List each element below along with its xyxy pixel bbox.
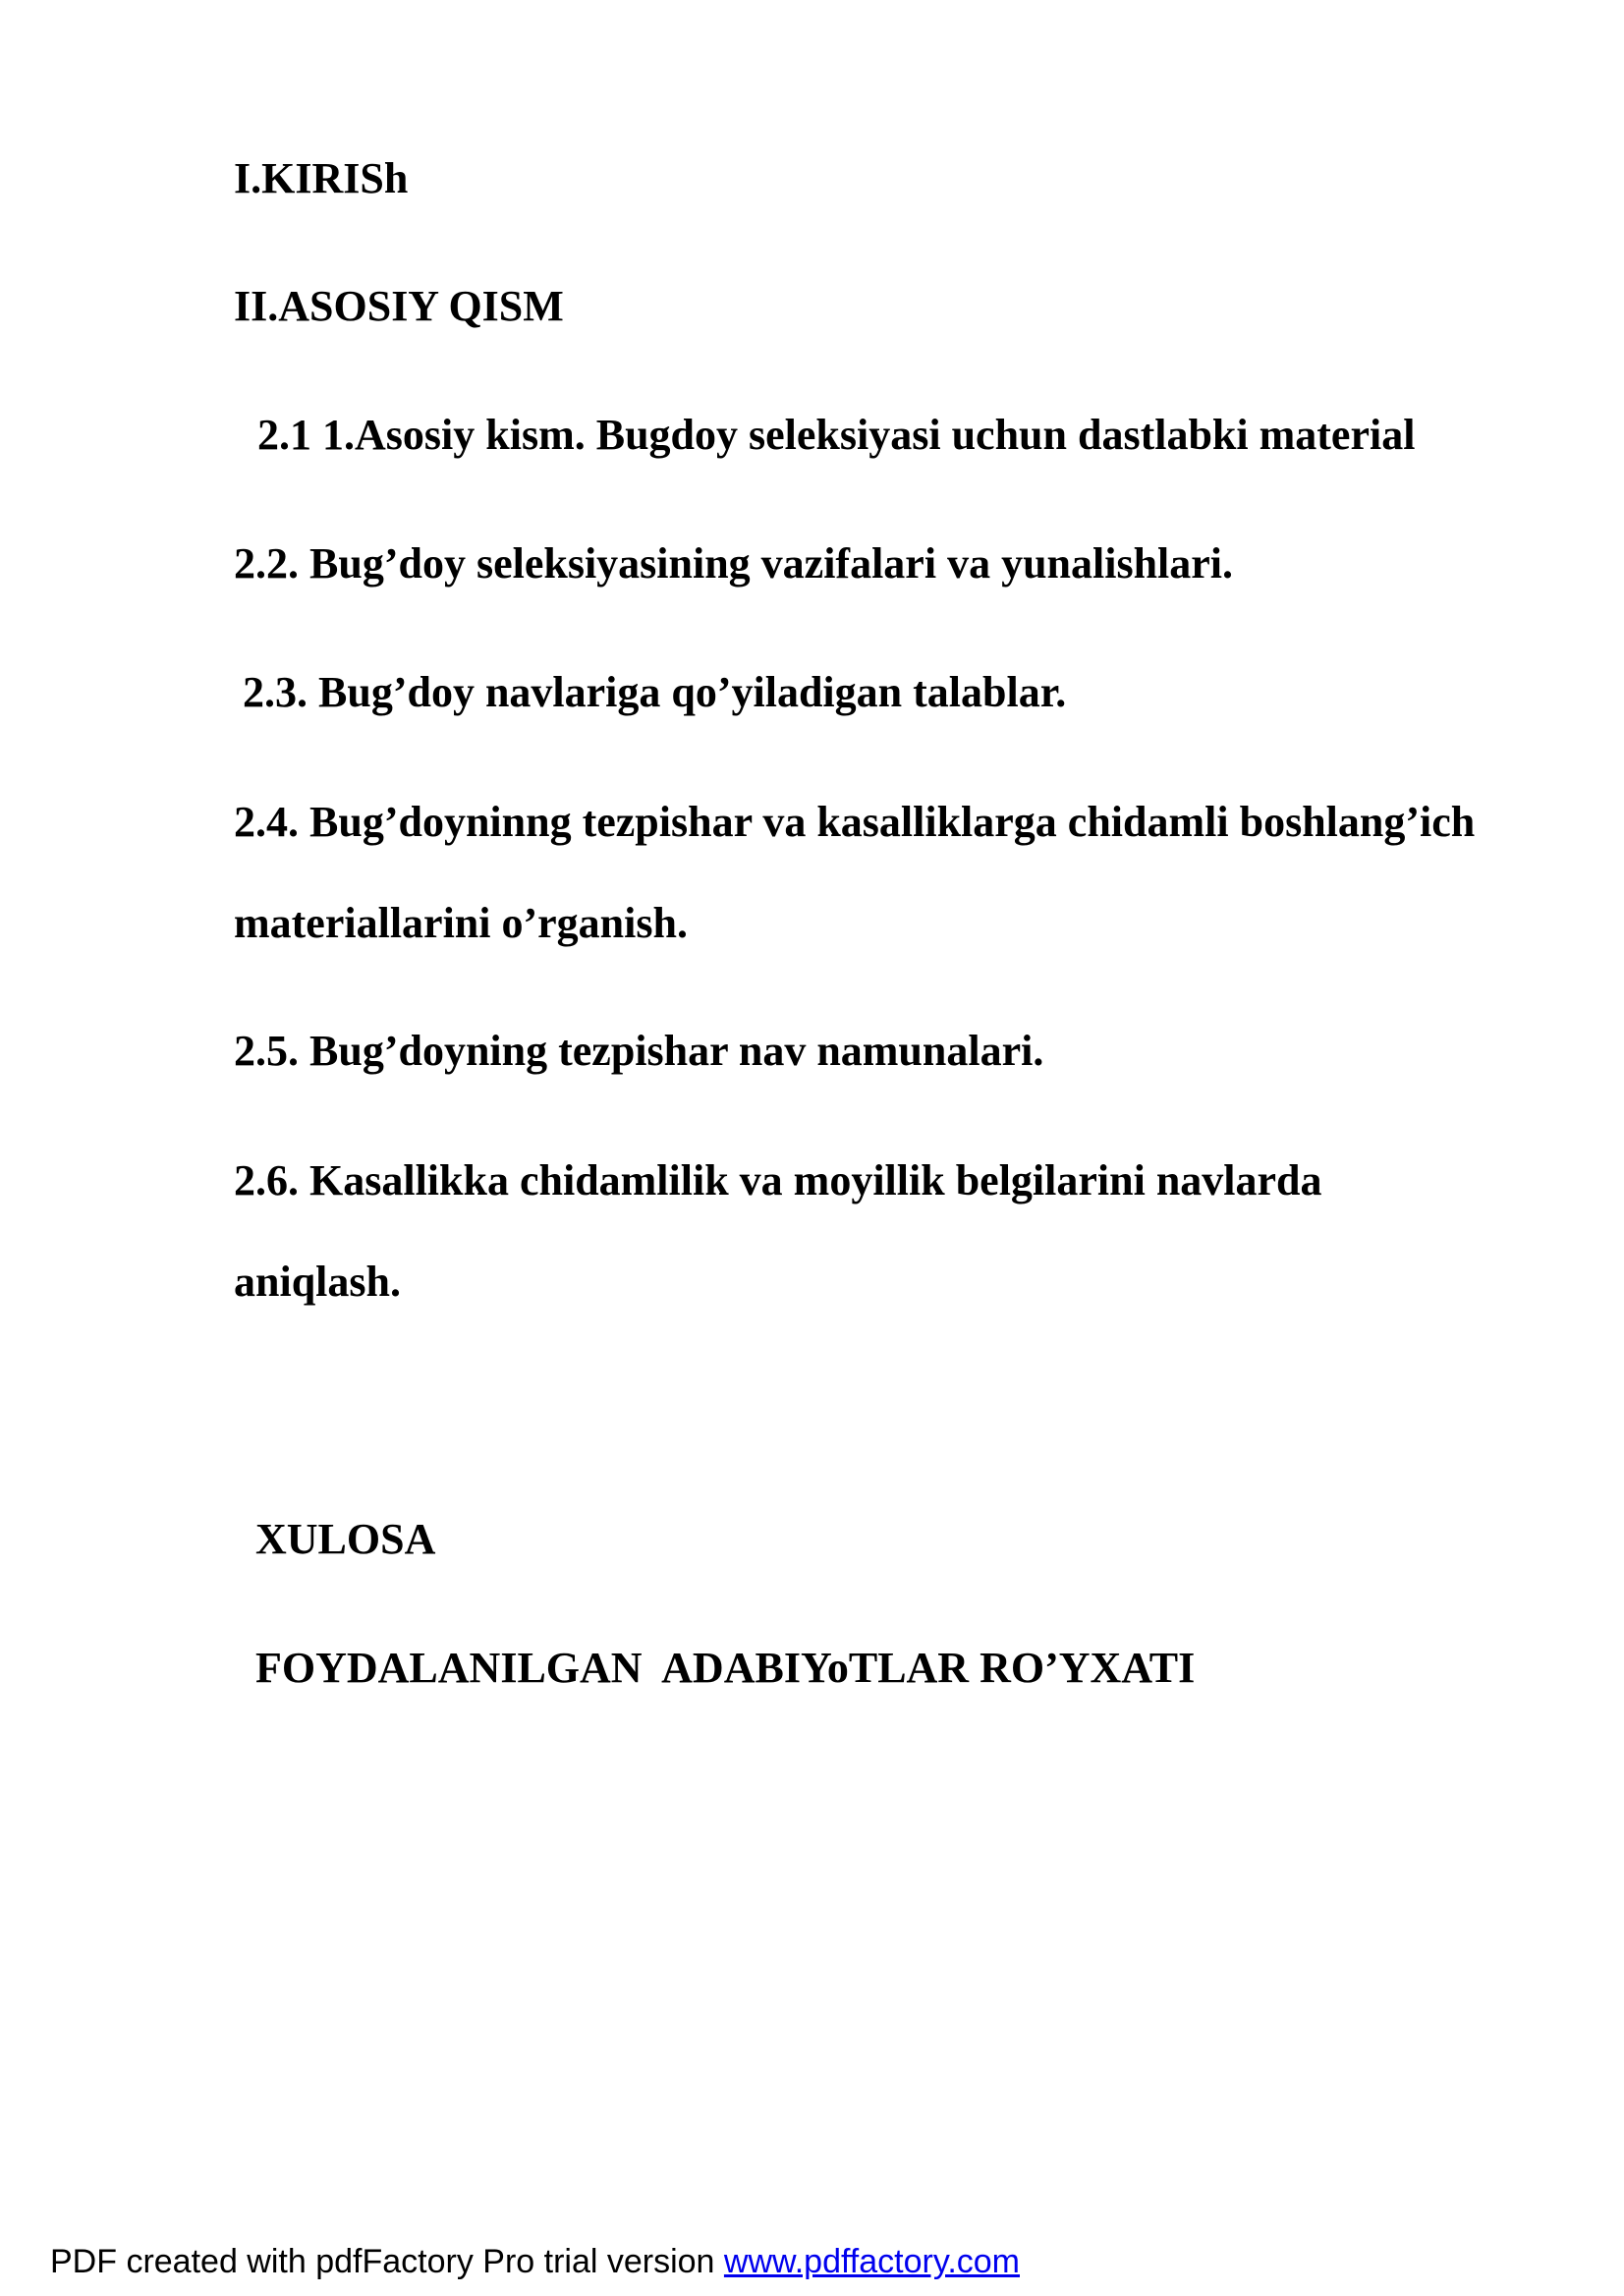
toc-item-2-3: 2.3. Bug’doy navlariga qo’yiladigan talablar. (243, 668, 1067, 716)
toc-intro-heading: I.KIRISh (234, 154, 409, 202)
footer-text: PDF created with pdfFactory Pro trial version (50, 2243, 724, 2280)
toc-item-2-2: 2.2. Bug’doy seleksiyasining vazifalari va yunalishlari. (234, 539, 1234, 588)
toc-references-heading: FOYDALANILGAN ADABIYoTLAR RO’YXATI (255, 1644, 1196, 1692)
toc-item-2-1: 2.1 1.Asosiy kism. Bugdoy seleksiyasi uchun dastlabki material (257, 411, 1416, 459)
toc-conclusion-heading: XULOSA (255, 1515, 436, 1563)
toc-item-2-4-line-2: materiallarini o’rganish. (234, 899, 688, 947)
toc-item-2-5: 2.5. Bug’doyning tezpishar nav namunalari. (234, 1027, 1044, 1075)
toc-item-2-6-line-1: 2.6. Kasallikka chidamlilik va moyillik belgilarini navlarda (234, 1156, 1322, 1204)
toc-main-part-heading: II.ASOSIY QISM (234, 282, 564, 330)
toc-item-2-4-line-1: 2.4. Bug’doyninng tezpishar va kasalliklarga chidamli boshlang’ich (234, 798, 1476, 846)
footer-link[interactable]: www.pdffactory.com (723, 2243, 1020, 2280)
pdf-footer (50, 2245, 1020, 2278)
toc-item-2-6-line-2: aniqlash. (234, 1258, 401, 1306)
